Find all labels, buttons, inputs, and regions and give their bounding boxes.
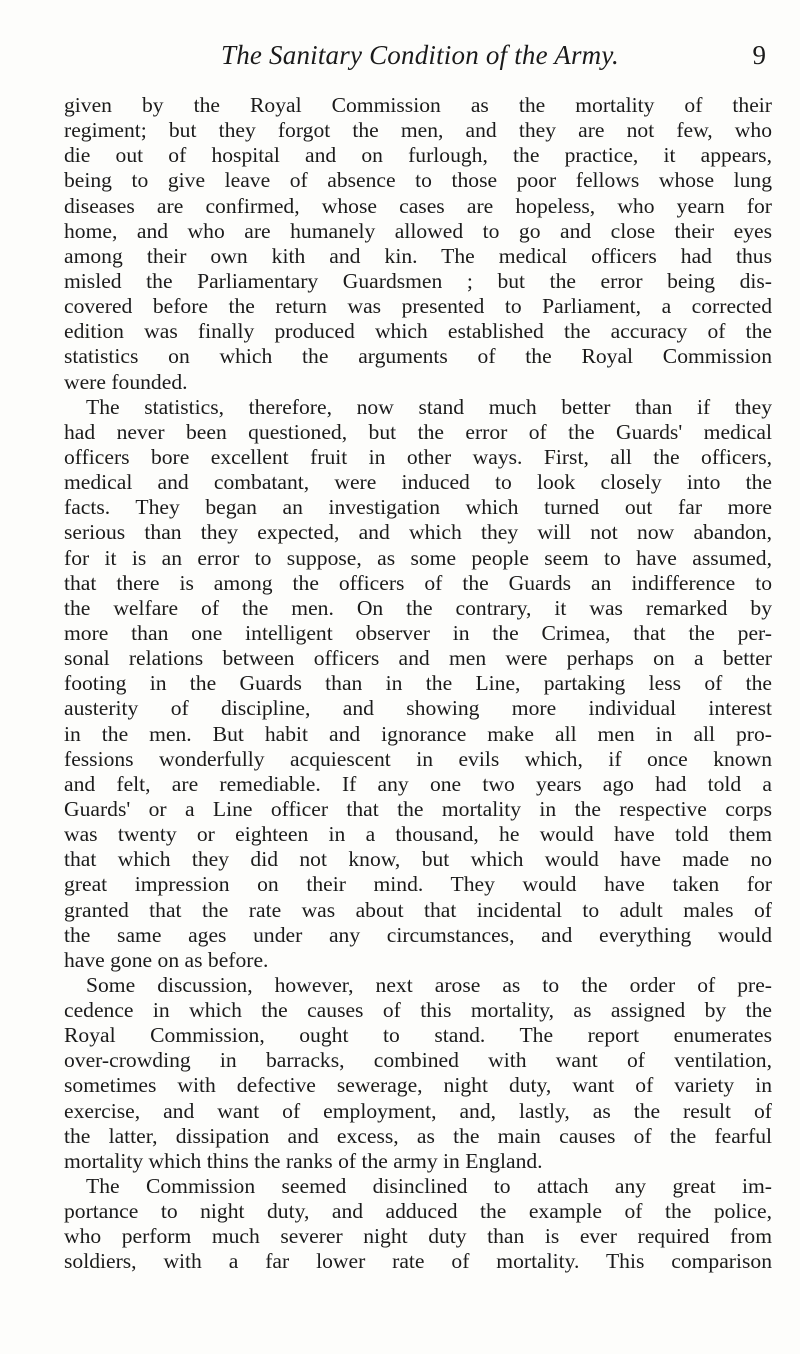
text-line: misled the Parliamentary Guardsmen ; but the error being dis- [64,268,772,293]
text-line: mortality which thins the ranks of the army in England. [64,1148,543,1173]
text-line: have gone on as before. [64,947,269,972]
page-header [70,40,770,80]
text-line: sometimes with defective sewerage, night duty, want of variety in [64,1073,772,1098]
text-line: that which they did not know, but which would have made no [64,847,772,872]
text-line: given by the Royal Commission as the mortality of their [64,93,772,117]
text-line: among their own kith and kin. The medical officers had thus [64,243,772,268]
text-line: Some discussion, however, next arose as to the order of pre- [86,972,772,997]
running-title: The Sanitary Condition of the Army. [221,40,619,70]
text-line: home, and who are humanely allowed to go and close their eyes [64,218,772,243]
text-line: regiment; but they forgot the men, and they are not few, who [64,118,772,143]
body-text [64,93,772,1275]
text-line: statistics on which the arguments of the Royal Commission [64,344,772,369]
text-line: exercise, and want of employment, and, lastly, as the result of [64,1098,772,1123]
text-line: had never been questioned, but the error of the Guards' medical [64,419,772,444]
text-line: was twenty or eighteen in a thousand, he would have told them [64,822,772,847]
text-line: soldiers, with a far lower rate of mortality. This comparison [64,1249,772,1274]
text-line: more than one intelligent observer in the Crimea, that the per- [64,620,772,645]
text-line: cedence in which the causes of this mortality, as assigned by the [64,998,772,1023]
text-line: granted that the rate was about that incidental to adult males of [64,897,772,922]
text-line: over-crowding in barracks, combined with want of ventilation, [64,1048,772,1073]
text-line: in the men. But habit and ignorance make all men in all pro- [64,721,772,746]
text-line: medical and combatant, were induced to look closely into the [64,470,772,495]
text-line: The Commission seemed disinclined to attach any great im- [86,1174,772,1199]
text-line: sonal relations between officers and men were perhaps on a better [64,646,772,671]
text-line: Royal Commission, ought to stand. The report enumerates [64,1023,772,1048]
text-line: for it is an error to suppose, as some people seem to have assumed, [64,545,772,570]
text-line: portance to night duty, and adduced the example of the police, [64,1199,772,1224]
text-line: serious than they expected, and which they will not now abandon, [64,520,772,545]
text-line: being to give leave of absence to those poor fellows whose lung [64,168,772,193]
text-line: fessions wonderfully acquiescent in evils which, if once known [64,746,772,771]
text-line: covered before the return was presented to Parliament, a corrected [64,294,772,319]
text-line: the same ages under any circumstances, and everything would [64,922,772,947]
text-line: who perform much severer night duty than is ever required from [64,1224,772,1249]
text-line: the welfare of the men. On the contrary, it was remarked by [64,595,772,620]
text-line: footing in the Guards than in the Line, partaking less of the [64,671,772,696]
text-line: facts. They began an investigation which turned out far more [64,495,772,520]
page-number: 9 [752,40,766,70]
text-line: austerity of discipline, and showing more individual interest [64,696,772,721]
text-line: that there is among the officers of the Guards an indifference to [64,570,772,595]
text-line: edition was finally produced which established the accuracy of the [64,319,772,344]
text-line: and felt, are remediable. If any one two years ago had told a [64,771,772,796]
text-line: the latter, dissipation and excess, as the main causes of the fearful [64,1123,772,1148]
text-line: Guards' or a Line officer that the mortality in the respective corps [64,796,772,821]
text-line: officers bore excellent fruit in other ways. First, all the officers, [64,444,772,469]
text-line: were founded. [64,369,188,394]
text-line: great impression on their mind. They would have taken for [64,872,772,897]
text-line: die out of hospital and on furlough, the practice, it appears, [64,143,772,168]
text-line: diseases are confirmed, whose cases are hopeless, who yearn for [64,193,772,218]
text-line: The statistics, therefore, now stand much better than if they [86,394,772,419]
